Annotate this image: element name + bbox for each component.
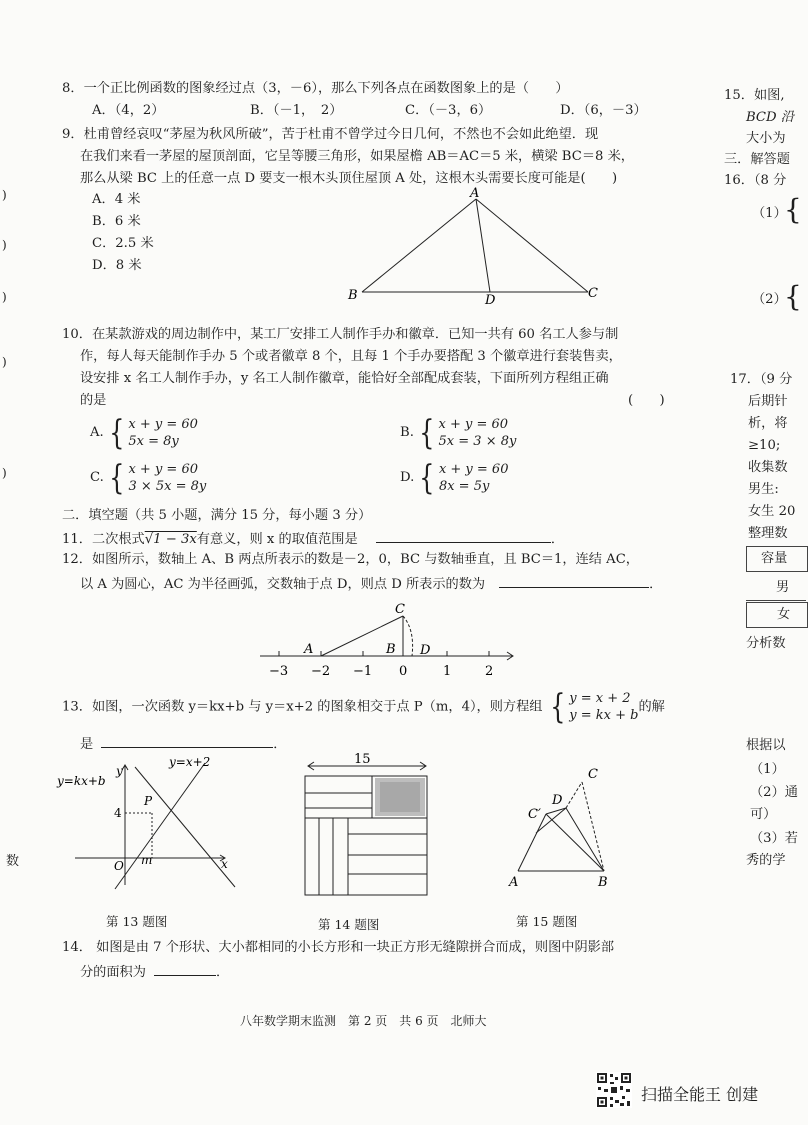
label-b: B [386,642,396,657]
right-text: 根据以 [746,738,786,753]
right-text: （2） [752,292,787,307]
q12-line1: 12．如图所示，数轴上 A、B 两点所表示的数是－2，0，BC 与数轴垂直，且 BC＝1，连结 AC， [62,552,639,567]
right-table-row: 容量 [746,546,808,572]
tick-label: −1 [353,664,373,679]
tick-label: −3 [269,664,289,679]
margin-paren: ) [2,466,7,480]
label-x2: y=x+2 [169,755,211,769]
q9-option-c: C．2.5 米 [92,236,154,251]
section-2-heading: 二．填空题（共 5 小题，满分 15 分，每小题 3 分） [62,508,372,523]
q10-line4: 的是 [80,393,107,408]
right-text: 秀的学 [746,853,786,868]
q10-answer-paren: ( ) [628,393,665,408]
q9-triangle-figure [340,185,610,310]
fig13-caption: 第 13 题图 [106,914,168,929]
q9-line3: 那么从梁 BC 上的任意一点 D 要支一根木头顶住屋顶 A 处，这根木头需要长度可能是( ) [80,171,618,186]
dash-cb [582,782,604,871]
label-d: D [485,293,496,308]
scanner-watermark: 扫描全能王 创建 [641,1085,759,1104]
right-text: BCD 沿 [746,110,794,125]
right-text: 收集数 [748,460,788,475]
fig13-graph [55,755,245,895]
q10-option-a: A. { x + y = 60 5x = 8y [90,413,198,453]
right-text: （3）若 [750,831,798,846]
edge-ad [476,199,490,292]
q12-number-line-figure [255,598,520,680]
label-c-prime: C′ [528,807,541,822]
edge-ac-prime [518,814,546,871]
tick-label: 0 [399,664,408,679]
q8-option-c: C．（－3，6） [405,103,492,118]
label-y: y [116,764,123,778]
right-text: 整理数 [748,526,788,541]
right-text: ≥10; [748,438,781,453]
right-text: （2）通 [750,785,798,800]
right-table-row: 男 [746,576,806,601]
label-b: B [598,875,608,890]
label-c: C [588,767,598,782]
margin-char: 数 [6,854,20,869]
q8-option-d: D．（6，－3） [560,103,647,118]
label-o: O [114,859,124,873]
line-x-plus-2 [115,763,205,889]
label-d: D [552,793,563,808]
q10-option-b: B. { x + y = 60 5x = 3 × 8y [400,413,517,453]
right-q15: 15．如图, [724,88,785,103]
label-a: A [304,642,314,657]
tick-label: 1 [443,664,452,679]
right-text: 分析数 [746,636,786,651]
q9-option-a: A．4 米 [92,192,141,207]
right-text: （1） [752,206,787,221]
margin-paren: ) [2,290,7,304]
q12-line2: 以 A 为圆心，AC 为半径画弧，交数轴于点 D，则点 D 所表示的数为 ． [80,573,662,595]
brace-fragment: { [784,280,802,313]
right-q16: 16．（8 分 [724,173,787,188]
right-text: 女生 20 [748,504,796,519]
q14-line1: 14． 如图是由 7 个形状、大小都相同的小长方形和一块正方形无缝隙拼合而成，则图中阴影部 [62,940,615,955]
arc-cd [403,616,413,656]
page-footer: 八年数学期末监测 第 2 页 共 6 页 北师大 [240,1014,487,1028]
label-d: D [420,643,431,658]
label-15: 15 [354,752,371,767]
right-text: 大小为 [746,131,786,146]
right-text: 后期针 [748,394,788,409]
right-q17: 17．（9 分 [730,372,793,387]
label-a: A [470,186,480,201]
label-p: P [144,794,153,808]
qr-code-icon [596,1072,632,1108]
right-table-row: 女 [746,602,808,628]
q10-option-c: C. { x + y = 60 3 × 5x = 8y [90,458,207,498]
q9-line2: 在我们来看一茅屋的屋顶剖面，它呈等腰三角形，如果屋檐 AB＝AC＝5 米，横梁 BC＝8 米， [80,149,634,164]
label-b: B [348,288,358,303]
q10-line1: 10．在某款游戏的周边制作中，某工厂安排工人制作手办和徽章．已知一共有 60 名工人参与制 [62,327,619,342]
q8-stem: 8．一个正比例函数的图象经过点（3，－6），那么下列各点在函数图象上的是（ ） [62,81,569,96]
label-c: C [395,602,405,617]
q8-option-a: A．（4，2） [92,103,165,118]
margin-paren: ) [2,355,7,369]
fig15-caption: 第 15 题图 [516,914,578,929]
brace-fragment: { [784,193,802,226]
right-text: 析，将 [748,416,788,431]
edge-ac [476,199,588,292]
q11: 11．二次根式√1 − 3x有意义，则 x 的取值范围是 ． [62,528,564,550]
label-kx: y=kx+b [57,774,106,788]
q10-line3: 设安排 x 名工人制作手办，y 名工人制作徽章，能恰好全部配成套装，下面所列方程组正确 [80,371,609,386]
fig15-fold [500,758,630,893]
fig14-caption: 第 14 题图 [318,917,380,932]
right-text: 男生: [748,482,779,497]
q10-option-d: D. { x + y = 60 8x = 5y [400,458,509,498]
q13-line1: 13．如图，一次函数 y＝kx+b 与 y＝x+2 的图象相交于点 P（m，4），则方程组 { y = x + 2 y = kx + b 的解 [62,687,665,727]
tick-label: 2 [485,664,494,679]
margin-paren: ) [2,188,7,202]
q9-option-d: D．8 米 [92,258,142,273]
line-kx-plus-b [135,767,235,887]
margin-paren: ) [2,238,7,252]
tick-label: −2 [311,664,331,679]
right-text: 可） [750,807,777,822]
q9-line1: 9．杜甫曾经哀叹“茅屋为秋风所破”，苦于杜甫不曾学过今日几何，不然也不会如此绝望．现 [62,127,599,142]
label-m: m [141,853,153,867]
label-a: A [509,875,519,890]
label-x: x [221,857,228,871]
right-text: （1） [750,762,785,777]
q9-option-b: B．6 米 [92,214,141,229]
label-4: 4 [114,806,122,820]
q10-line2: 作，每人每天能制作手办 5 个或者徽章 8 个，且每 1 个手办要搭配 3 个徽章进行套装售卖， [80,349,622,364]
q13-line2: 是 ． [80,733,286,755]
edge-ab [362,199,476,292]
fig14-rectangles [298,752,438,902]
right-section-3: 三．解答题 [724,152,790,167]
q14-line2: 分的面积为 ． [80,961,229,983]
q8-option-b: B．（－1， 2） [250,103,343,118]
dash-dc [566,782,582,808]
label-c: C [588,286,598,301]
